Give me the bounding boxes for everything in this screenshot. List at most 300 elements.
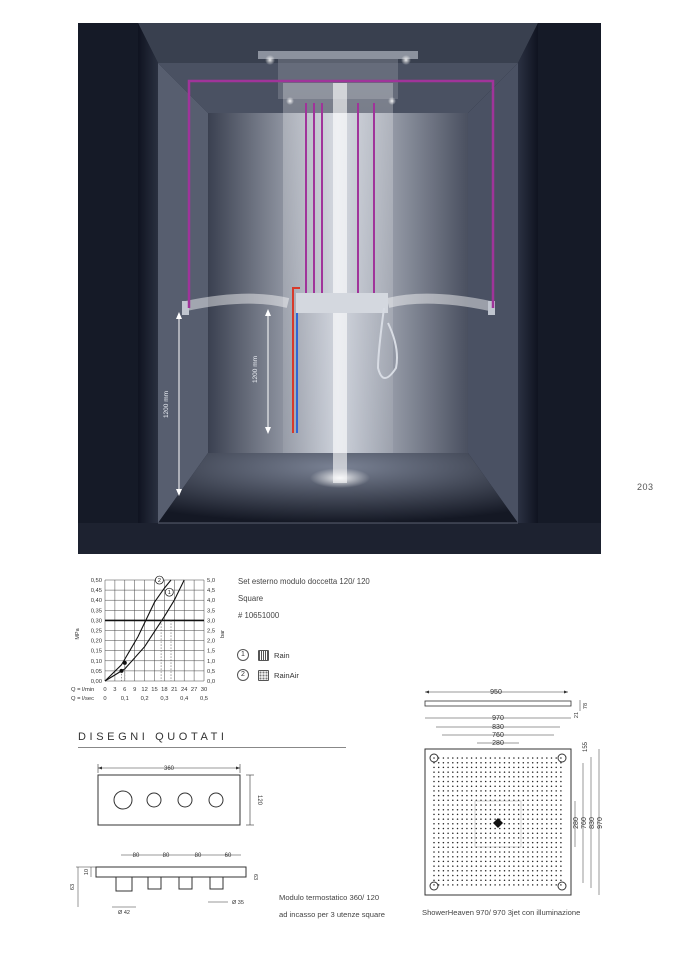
legend-label: Rain <box>274 651 290 660</box>
tick-label-lmin: 3 <box>113 687 117 693</box>
nozzle <box>471 790 473 792</box>
tick-label-lmin: 12 <box>141 687 148 693</box>
nozzle <box>513 865 515 867</box>
nozzle <box>541 823 543 825</box>
nozzle <box>480 861 482 863</box>
nozzle <box>476 804 478 806</box>
nozzle <box>480 828 482 830</box>
nozzle <box>471 842 473 844</box>
dim-width-970: 970 <box>492 715 504 722</box>
nozzle <box>523 809 525 811</box>
nozzle <box>555 851 557 853</box>
nozzle <box>518 767 520 769</box>
tick-label-lmin: 18 <box>161 687 168 693</box>
nozzle <box>476 842 478 844</box>
y-axis-label-right: bar <box>220 630 226 638</box>
nozzle <box>457 847 459 849</box>
nozzle <box>480 823 482 825</box>
nozzle <box>461 781 463 783</box>
nozzle <box>555 875 557 877</box>
nozzle <box>555 767 557 769</box>
tick-label-lmin: 30 <box>200 687 208 693</box>
nozzle <box>560 837 562 839</box>
nozzle <box>541 856 543 858</box>
nozzle <box>555 814 557 816</box>
nozzle <box>532 757 534 759</box>
nozzle <box>485 790 487 792</box>
nozzle <box>433 823 435 825</box>
nozzle <box>461 771 463 773</box>
tick-label-lmin: 0 <box>103 687 107 693</box>
nozzle <box>499 804 501 806</box>
nozzle <box>466 879 468 881</box>
nozzle <box>494 809 496 811</box>
nozzle <box>513 832 515 834</box>
nozzle <box>461 809 463 811</box>
nozzle <box>485 785 487 787</box>
nozzle <box>504 884 506 886</box>
nozzle <box>494 884 496 886</box>
nozzle <box>490 842 492 844</box>
nozzle <box>490 879 492 881</box>
nozzle <box>499 875 501 877</box>
nozzle <box>490 809 492 811</box>
nozzle <box>523 856 525 858</box>
nozzle <box>443 818 445 820</box>
nozzle <box>452 809 454 811</box>
nozzle <box>560 823 562 825</box>
nozzle <box>452 870 454 872</box>
nozzle <box>494 757 496 759</box>
nozzle <box>513 809 515 811</box>
nozzle <box>485 861 487 863</box>
nozzle <box>546 776 548 778</box>
nozzle <box>499 785 501 787</box>
chart-ticks-right <box>207 578 215 685</box>
nozzle <box>457 790 459 792</box>
nozzle <box>438 776 440 778</box>
nozzle <box>499 767 501 769</box>
nozzle <box>476 828 478 830</box>
nozzle <box>499 814 501 816</box>
nozzle <box>508 842 510 844</box>
nozzle <box>447 823 449 825</box>
nozzle <box>476 823 478 825</box>
nozzle <box>560 884 562 886</box>
nozzle <box>541 832 543 834</box>
nozzle <box>508 781 510 783</box>
showerheaven-drawing <box>415 683 615 898</box>
nozzle <box>537 795 539 797</box>
nozzle <box>513 785 515 787</box>
nozzle <box>546 790 548 792</box>
nozzle <box>537 842 539 844</box>
nozzle <box>490 851 492 853</box>
nozzle <box>452 832 454 834</box>
nozzle <box>443 781 445 783</box>
nozzle <box>499 771 501 773</box>
nozzle <box>476 837 478 839</box>
tick-label-right: 1,0 <box>207 658 216 665</box>
nozzle <box>471 809 473 811</box>
tick-label-lmin: 6 <box>123 687 127 693</box>
nozzle <box>551 856 553 858</box>
nozzle <box>527 837 529 839</box>
nozzle <box>461 818 463 820</box>
nozzle <box>541 818 543 820</box>
nozzle <box>471 828 473 830</box>
nozzle <box>457 804 459 806</box>
nozzle <box>438 884 440 886</box>
nozzle <box>476 851 478 853</box>
tick-label-lsec: 0,1 <box>120 696 129 702</box>
nozzle <box>438 842 440 844</box>
nozzle <box>546 884 548 886</box>
nozzle <box>452 856 454 858</box>
legend-label: RainAir <box>274 671 299 680</box>
nozzle <box>485 795 487 797</box>
nozzle <box>546 865 548 867</box>
nozzle <box>504 828 506 830</box>
nozzle <box>504 879 506 881</box>
nozzle <box>480 856 482 858</box>
nozzle <box>480 781 482 783</box>
nozzle <box>513 771 515 773</box>
nozzle <box>447 814 449 816</box>
nozzle <box>499 795 501 797</box>
nozzle <box>461 776 463 778</box>
nozzle <box>499 832 501 834</box>
nozzle <box>466 842 468 844</box>
nozzle <box>551 814 553 816</box>
tick-label-left: 0,05 <box>90 668 102 675</box>
nozzle <box>541 767 543 769</box>
nozzle <box>555 865 557 867</box>
nozzle <box>466 884 468 886</box>
nozzle <box>452 865 454 867</box>
nozzle <box>546 785 548 787</box>
nozzle <box>551 809 553 811</box>
nozzle <box>499 865 501 867</box>
nozzle <box>504 785 506 787</box>
nozzle <box>447 851 449 853</box>
nozzle <box>532 861 534 863</box>
nozzle <box>541 776 543 778</box>
nozzle <box>541 842 543 844</box>
nozzle <box>471 804 473 806</box>
product-shape: Square <box>238 593 264 603</box>
nozzle <box>546 828 548 830</box>
nozzle <box>523 861 525 863</box>
nozzle <box>518 832 520 834</box>
nozzle <box>433 800 435 802</box>
nozzle <box>513 790 515 792</box>
nozzle <box>560 809 562 811</box>
nozzle <box>508 884 510 886</box>
nozzle <box>527 865 529 867</box>
nozzle <box>551 884 553 886</box>
nozzle <box>508 865 510 867</box>
nozzle <box>485 818 487 820</box>
nozzle <box>433 865 435 867</box>
nozzle <box>504 837 506 839</box>
showerheaven-caption: ShowerHeaven 970/ 970 3jet con illuminazione <box>422 908 581 917</box>
nozzle <box>504 847 506 849</box>
nozzle <box>471 762 473 764</box>
nozzle <box>541 814 543 816</box>
nozzle <box>551 851 553 853</box>
nozzle <box>494 785 496 787</box>
nozzle <box>438 809 440 811</box>
nozzle <box>508 757 510 759</box>
product-code: # 10651000 <box>238 610 280 620</box>
nozzle <box>560 767 562 769</box>
nozzle <box>471 781 473 783</box>
nozzle <box>466 851 468 853</box>
nozzle <box>560 842 562 844</box>
nozzle <box>518 884 520 886</box>
nozzle <box>457 767 459 769</box>
nozzle <box>551 879 553 881</box>
nozzle <box>527 757 529 759</box>
nozzle <box>490 762 492 764</box>
legend-number: 1 <box>237 649 249 661</box>
nozzle <box>433 842 435 844</box>
tick-label-right: 2,0 <box>207 638 216 645</box>
nozzle <box>551 790 553 792</box>
nozzle <box>457 814 459 816</box>
nozzle <box>485 865 487 867</box>
nozzle <box>499 884 501 886</box>
nozzle <box>513 837 515 839</box>
nozzle <box>433 809 435 811</box>
nozzle <box>447 804 449 806</box>
nozzle <box>508 837 510 839</box>
nozzle <box>546 875 548 877</box>
nozzle <box>457 842 459 844</box>
nozzle <box>504 767 506 769</box>
nozzle <box>560 865 562 867</box>
nozzle <box>471 879 473 881</box>
nozzle <box>438 823 440 825</box>
nozzle <box>461 785 463 787</box>
nozzle <box>546 837 548 839</box>
nozzle <box>490 870 492 872</box>
nozzle <box>504 762 506 764</box>
nozzle <box>527 879 529 881</box>
nozzle <box>523 776 525 778</box>
nozzle <box>433 837 435 839</box>
nozzle <box>443 847 445 849</box>
nozzle <box>485 814 487 816</box>
nozzle <box>452 842 454 844</box>
nozzle <box>523 842 525 844</box>
nozzle <box>485 870 487 872</box>
nozzle <box>504 823 506 825</box>
nozzle <box>485 781 487 783</box>
nozzle <box>537 818 539 820</box>
nozzle <box>523 795 525 797</box>
nozzle <box>443 837 445 839</box>
nozzle <box>485 804 487 806</box>
nozzle <box>518 879 520 881</box>
nozzle <box>546 842 548 844</box>
nozzle <box>518 771 520 773</box>
nozzle <box>560 818 562 820</box>
nozzle <box>499 842 501 844</box>
nozzle <box>546 804 548 806</box>
shower-photo <box>78 23 601 554</box>
nozzle <box>508 790 510 792</box>
nozzle <box>433 804 435 806</box>
nozzle <box>452 861 454 863</box>
nozzle <box>476 790 478 792</box>
nozzle <box>480 762 482 764</box>
nozzle <box>443 851 445 853</box>
nozzle <box>476 785 478 787</box>
nozzle <box>504 870 506 872</box>
nozzle <box>480 771 482 773</box>
nozzle <box>546 762 548 764</box>
nozzle <box>480 757 482 759</box>
nozzle <box>485 847 487 849</box>
nozzle <box>551 870 553 872</box>
nozzle <box>508 856 510 858</box>
nozzle <box>443 870 445 872</box>
nozzle <box>476 879 478 881</box>
nozzle <box>532 790 534 792</box>
nozzle <box>466 800 468 802</box>
nozzle <box>546 823 548 825</box>
nozzle <box>504 804 506 806</box>
nozzle <box>443 865 445 867</box>
nozzle <box>438 757 440 759</box>
nozzle <box>537 823 539 825</box>
nozzle <box>508 795 510 797</box>
nozzle <box>452 879 454 881</box>
nozzle <box>461 814 463 816</box>
tick-label-left: 0,30 <box>90 618 102 625</box>
nozzle <box>527 861 529 863</box>
nozzle <box>447 832 449 834</box>
dim-spacing-3: 80 <box>194 853 202 859</box>
nozzle <box>546 847 548 849</box>
tick-label-right: 3,0 <box>207 618 216 625</box>
nozzle <box>461 757 463 759</box>
nozzle <box>537 762 539 764</box>
operating-point <box>123 661 127 665</box>
nozzle <box>499 861 501 863</box>
nozzle <box>466 856 468 858</box>
nozzle <box>532 832 534 834</box>
nozzle <box>504 790 506 792</box>
height-label-left: 1200 mm <box>163 390 171 419</box>
nozzle <box>480 790 482 792</box>
nozzle <box>560 828 562 830</box>
nozzle <box>527 814 529 816</box>
nozzle <box>476 762 478 764</box>
nozzle <box>555 800 557 802</box>
nozzle <box>523 818 525 820</box>
dim-side-830: 830 <box>589 817 596 829</box>
nozzle <box>480 875 482 877</box>
nozzle <box>551 757 553 759</box>
nozzle <box>438 771 440 773</box>
nozzle <box>518 856 520 858</box>
nozzle <box>457 851 459 853</box>
nozzle <box>523 847 525 849</box>
nozzle <box>433 828 435 830</box>
nozzle <box>518 837 520 839</box>
nozzle <box>443 879 445 881</box>
nozzle <box>490 832 492 834</box>
nozzle <box>499 762 501 764</box>
nozzle <box>504 861 506 863</box>
nozzle <box>532 823 534 825</box>
nozzle <box>532 776 534 778</box>
nozzle <box>466 776 468 778</box>
nozzle <box>513 861 515 863</box>
nozzle <box>433 861 435 863</box>
nozzle <box>457 870 459 872</box>
nozzle <box>513 767 515 769</box>
nozzle <box>541 828 543 830</box>
nozzle <box>480 776 482 778</box>
nozzle <box>476 767 478 769</box>
nozzle <box>523 828 525 830</box>
nozzle <box>452 837 454 839</box>
nozzle <box>447 879 449 881</box>
nozzle <box>485 851 487 853</box>
nozzle <box>537 832 539 834</box>
nozzle <box>438 818 440 820</box>
tick-label-left: 0,00 <box>90 679 102 685</box>
nozzle <box>527 771 529 773</box>
nozzle <box>546 757 548 759</box>
nozzle <box>452 767 454 769</box>
nozzle <box>560 879 562 881</box>
nozzle <box>457 828 459 830</box>
nozzle <box>494 814 496 816</box>
nozzle <box>494 851 496 853</box>
nozzle <box>546 781 548 783</box>
nozzle <box>504 757 506 759</box>
nozzle <box>494 870 496 872</box>
nozzle <box>443 776 445 778</box>
nozzle <box>480 785 482 787</box>
nozzle <box>551 795 553 797</box>
nozzle <box>461 856 463 858</box>
nozzle <box>457 800 459 802</box>
nozzle <box>555 847 557 849</box>
nozzle <box>443 861 445 863</box>
nozzle <box>452 795 454 797</box>
nozzle <box>443 800 445 802</box>
nozzle <box>452 800 454 802</box>
nozzle <box>518 861 520 863</box>
nozzle <box>476 818 478 820</box>
nozzle <box>527 851 529 853</box>
nozzle <box>546 771 548 773</box>
nozzle <box>452 875 454 877</box>
nozzle <box>490 856 492 858</box>
product-name: Set esterno modulo doccetta 120/ 120 <box>238 577 370 586</box>
nozzle <box>461 832 463 834</box>
nozzle <box>485 771 487 773</box>
nozzle <box>537 856 539 858</box>
chart-ticks-x <box>103 687 208 702</box>
nozzle <box>499 790 501 792</box>
